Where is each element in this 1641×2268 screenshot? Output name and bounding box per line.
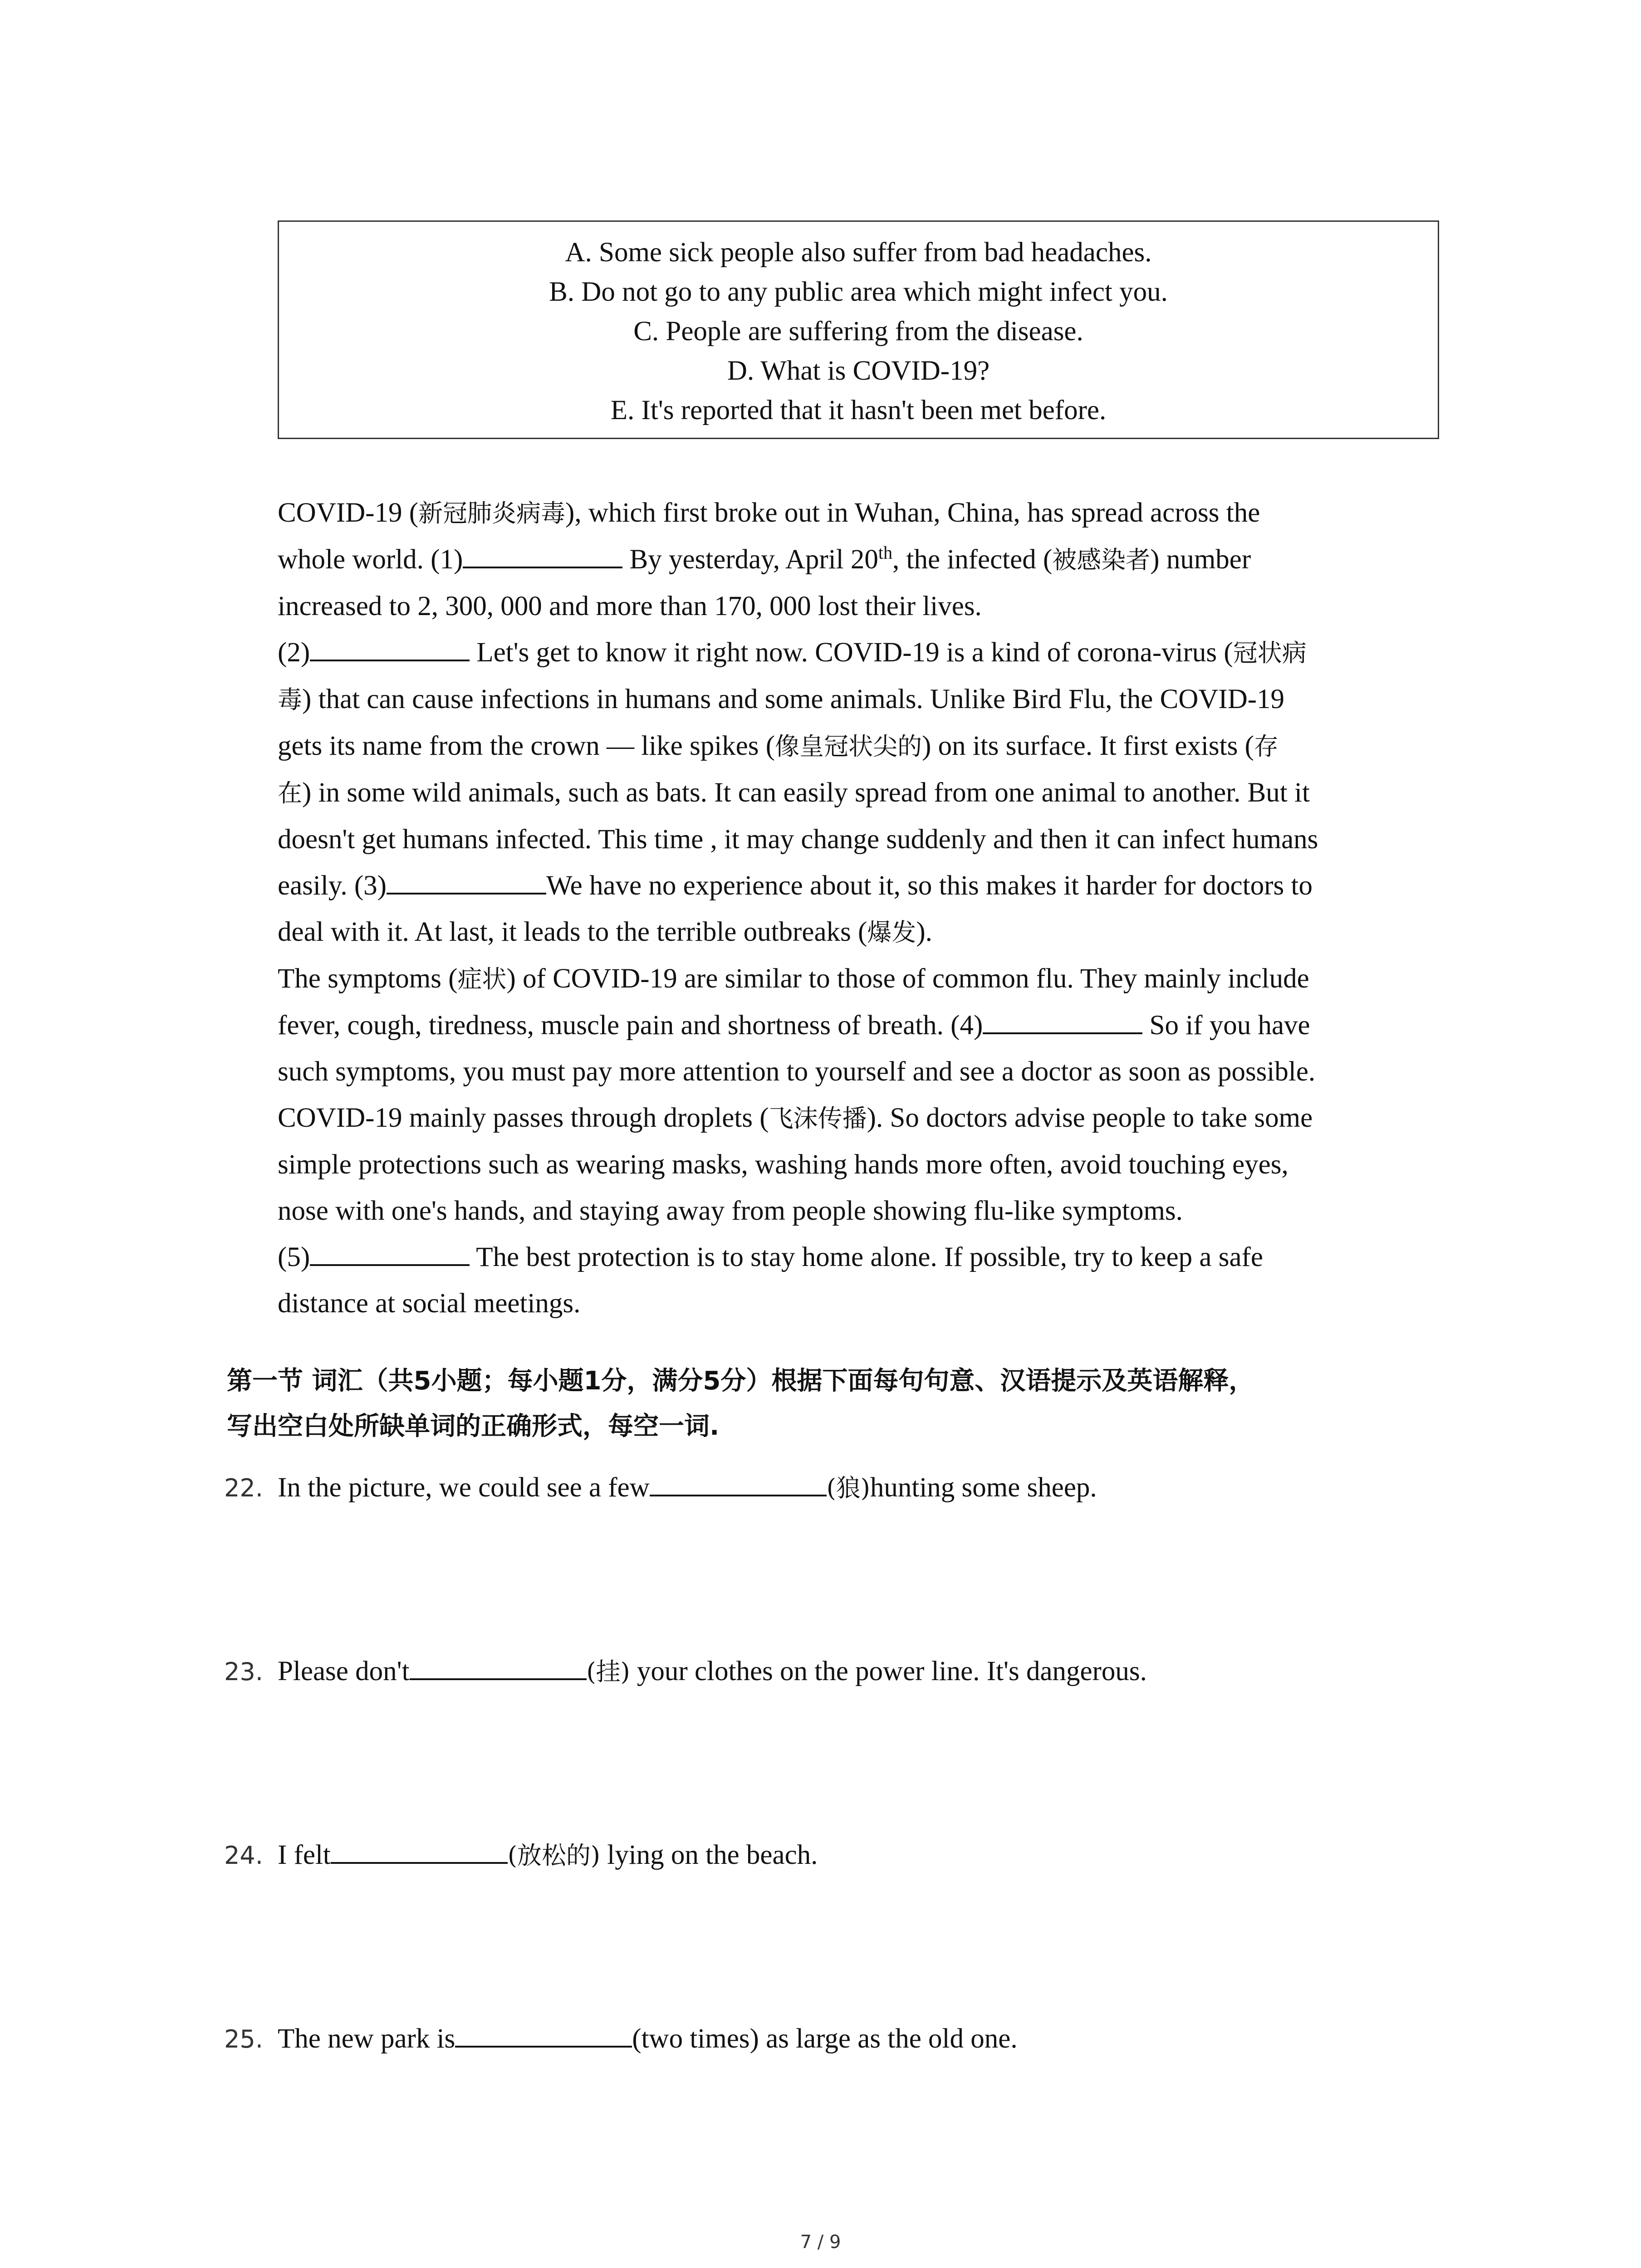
answer-blank-1[interactable] bbox=[463, 539, 622, 568]
reading-passage bbox=[278, 490, 1457, 1327]
passage-line: 毒) that can cause infections in humans and some animals. Unlike Bird Flu, the COVID-19 bbox=[278, 684, 1285, 714]
option-b: B. Do not go to any public area which might infect you. bbox=[549, 277, 1168, 307]
question-23: 23. Please don't (挂) your clothes on the power line. It's dangerous. bbox=[224, 1651, 1147, 1687]
passage-line: 在) in some wild animals, such as bats. It can easily spread from one animal to another. But it bbox=[278, 777, 1310, 808]
passage-line: The symptoms (症状) of COVID-19 are similar to those of common flu. They mainly include bbox=[278, 963, 1309, 994]
passage-line: fever, cough, tiredness, muscle pain and shortness of breath. (4) So if you have bbox=[278, 1002, 1457, 1049]
passage-line: deal with it. At last, it leads to the terrible outbreaks (爆发). bbox=[278, 917, 932, 947]
passage-line: (2) Let's get to know it right now. COVID-19 is a kind of corona-virus (冠状病 bbox=[278, 630, 1457, 676]
vocab-blank-25[interactable] bbox=[455, 2019, 632, 2048]
option-c: C. People are suffering from the disease. bbox=[633, 316, 1083, 347]
section-heading: 第一节 词汇（共5小题；每小题1分，满分5分）根据下面每句句意、汉语提示及英语解释， 写出空白处所缺单词的正确形式，每空一词. bbox=[227, 1366, 1254, 1441]
passage-line: gets its name from the crown — like spikes (像皇冠状尖的) on its surface. It first exists (存 bbox=[278, 731, 1279, 761]
question-24: 24. I felt (放松的) lying on the beach. bbox=[224, 1835, 818, 1871]
passage-line: COVID-19 mainly passes through droplets (飞沫传播). So doctors advise people to take some bbox=[278, 1103, 1313, 1133]
passage-line: increased to 2, 300, 000 and more than 170, 000 lost their lives. bbox=[278, 591, 982, 621]
vocab-blank-24[interactable] bbox=[331, 1835, 508, 1864]
passage-line: simple protections such as wearing masks, washing hands more often, avoid touching eyes, bbox=[278, 1149, 1288, 1180]
passage-line: easily. (3) We have no experience about it, so this makes it harder for doctors to bbox=[278, 863, 1457, 909]
passage-line: (5) The best protection is to stay home alone. If possible, try to keep a safe bbox=[278, 1234, 1457, 1281]
option-e: E. It's reported that it hasn't been met before. bbox=[610, 395, 1107, 425]
vocab-blank-22[interactable] bbox=[650, 1467, 827, 1496]
passage-line: such symptoms, you must pay more attention to yourself and see a doctor as soon as possible. bbox=[278, 1056, 1316, 1087]
answer-blank-4[interactable] bbox=[983, 1005, 1142, 1034]
passage-line: nose with one's hands, and staying away from people showing flu-like symptoms. bbox=[278, 1196, 1183, 1226]
answer-blank-3[interactable] bbox=[387, 865, 546, 894]
passage-line: whole world. (1) By yesterday, April 20th, the infected (被感染者) number bbox=[278, 537, 1457, 583]
options-box bbox=[278, 220, 1439, 439]
question-25: 25. The new park is (two times) as large as the old one. bbox=[224, 2019, 1018, 2055]
answer-blank-5[interactable] bbox=[310, 1237, 470, 1266]
passage-line: doesn't get humans infected. This time , it may change suddenly and then it can infect humans bbox=[278, 824, 1318, 855]
vocab-blank-23[interactable] bbox=[410, 1651, 587, 1680]
answer-blank-2[interactable] bbox=[310, 632, 470, 661]
option-d: D. What is COVID-19? bbox=[727, 356, 990, 386]
question-22: 22. In the picture, we could see a few (狼)hunting some sheep. bbox=[224, 1467, 1097, 1504]
passage-line: COVID-19 (新冠肺炎病毒), which first broke out in Wuhan, China, has spread across the bbox=[278, 498, 1260, 528]
option-a: A. Some sick people also suffer from bad headaches. bbox=[565, 237, 1152, 268]
passage-line: distance at social meetings. bbox=[278, 1288, 581, 1319]
page-number: 7 / 9 bbox=[800, 2232, 841, 2253]
